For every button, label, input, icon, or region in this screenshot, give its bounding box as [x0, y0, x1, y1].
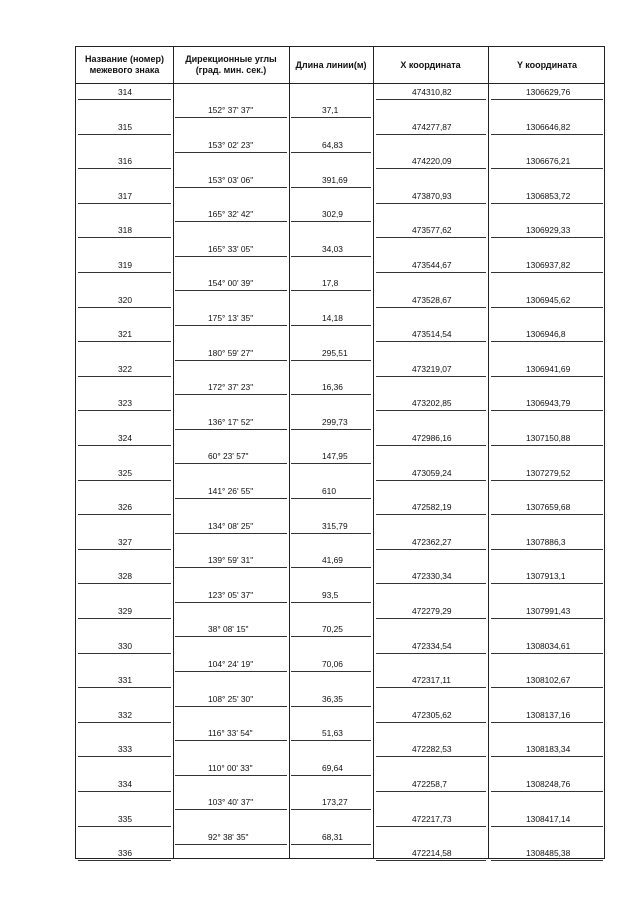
- line-length: 14,18: [322, 312, 343, 323]
- row-underline: [491, 653, 603, 654]
- segment-underline: [175, 533, 287, 534]
- row-underline: [491, 549, 603, 550]
- x-coordinate: 472214,58: [412, 848, 452, 859]
- direction-angle: 92° 38' 35": [208, 831, 249, 842]
- row-underline: [376, 687, 486, 688]
- direction-angle: 136° 17' 52": [208, 416, 254, 427]
- line-length: 302,9: [322, 209, 343, 220]
- point-name: 330: [118, 640, 132, 651]
- y-coordinate: 1308485,38: [526, 848, 571, 859]
- row-underline: [78, 722, 171, 723]
- y-coordinate: 1306937,82: [526, 260, 571, 270]
- line-length: 299,73: [322, 416, 348, 427]
- y-coordinate: 1307659,68: [526, 502, 571, 513]
- line-length: 68,31: [322, 831, 343, 842]
- row-underline: [491, 687, 603, 688]
- row-underline: [491, 237, 603, 238]
- line-length: 37,1: [322, 105, 339, 116]
- y-coordinate: 1306945,62: [526, 294, 571, 305]
- segment-underline: [291, 325, 371, 326]
- segment-underline: [175, 117, 287, 118]
- segment-underline: [175, 256, 287, 257]
- point-name: 331: [118, 675, 132, 686]
- point-name: 323: [118, 398, 132, 409]
- y-coordinate: 1308417,14: [526, 813, 571, 824]
- point-name: 328: [118, 571, 132, 582]
- row-underline: [78, 826, 171, 827]
- direction-angle: 139° 59' 31": [208, 555, 254, 566]
- row-underline: [491, 272, 603, 273]
- row-underline: [376, 445, 486, 446]
- segment-underline: [291, 463, 371, 464]
- row-underline: [376, 410, 486, 411]
- point-name: 332: [118, 709, 132, 720]
- row-underline: [376, 480, 486, 481]
- row-underline: [78, 272, 171, 273]
- header-direction-angle: Дирекционные углы (град. мин. сек.): [185, 54, 277, 75]
- segment-underline: [291, 152, 371, 153]
- segment-underline: [291, 533, 371, 534]
- segment-underline: [291, 221, 371, 222]
- x-coordinate: 472282,53: [412, 744, 452, 755]
- segment-underline: [175, 394, 287, 395]
- segment-underline: [175, 290, 287, 291]
- row-underline: [376, 168, 486, 169]
- point-name: 319: [118, 260, 132, 270]
- x-coordinate: 472217,73: [412, 813, 452, 824]
- row-underline: [78, 549, 171, 550]
- line-length: 610: [322, 485, 336, 496]
- point-name: 322: [118, 363, 132, 374]
- line-length: 173,27: [322, 797, 348, 808]
- segment-underline: [175, 775, 287, 776]
- x-coordinate: 472279,29: [412, 606, 452, 616]
- row-underline: [78, 410, 171, 411]
- row-underline: [78, 480, 171, 481]
- segment-underline: [291, 187, 371, 188]
- row-underline: [376, 99, 486, 100]
- row-underline: [491, 341, 603, 342]
- y-coordinate: 1307886,3: [526, 536, 566, 547]
- row-underline: [376, 514, 486, 515]
- y-coordinate: 1306941,69: [526, 363, 571, 374]
- point-name: 317: [118, 190, 132, 201]
- direction-angle: 141° 26' 55": [208, 485, 254, 496]
- point-name: 314: [118, 87, 132, 97]
- point-name: 316: [118, 156, 132, 167]
- row-underline: [376, 134, 486, 135]
- line-length: 147,95: [322, 451, 348, 462]
- y-coordinate: 1308137,16: [526, 709, 571, 720]
- row-underline: [376, 549, 486, 550]
- line-length: 17,8: [322, 278, 339, 289]
- x-coordinate: 473514,54: [412, 329, 452, 340]
- x-coordinate: 472330,34: [412, 571, 452, 582]
- row-underline: [78, 618, 171, 619]
- row-underline: [491, 99, 603, 100]
- row-underline: [491, 722, 603, 723]
- point-name: 327: [118, 536, 132, 547]
- line-length: 16,36: [322, 382, 343, 393]
- row-underline: [376, 791, 486, 792]
- x-coordinate: 472362,27: [412, 536, 452, 547]
- segment-underline: [175, 498, 287, 499]
- segment-underline: [175, 152, 287, 153]
- row-underline: [491, 203, 603, 204]
- row-underline: [376, 376, 486, 377]
- line-length: 295,51: [322, 347, 348, 358]
- row-underline: [491, 168, 603, 169]
- y-coordinate: 1306676,21: [526, 156, 571, 167]
- y-coordinate: 1306943,79: [526, 398, 571, 409]
- point-name: 321: [118, 329, 132, 340]
- line-length: 93,5: [322, 589, 339, 600]
- row-underline: [376, 272, 486, 273]
- point-name: 335: [118, 813, 132, 824]
- row-underline: [491, 445, 603, 446]
- header-y-coordinate: Y координата: [516, 59, 578, 70]
- row-underline: [491, 410, 603, 411]
- x-coordinate: 474310,82: [412, 87, 452, 97]
- row-underline: [376, 826, 486, 827]
- x-coordinate: 473059,24: [412, 467, 452, 478]
- point-name: 326: [118, 502, 132, 513]
- row-underline: [78, 203, 171, 204]
- x-coordinate: 472986,16: [412, 433, 452, 443]
- segment-underline: [291, 775, 371, 776]
- column-divider: [289, 47, 290, 858]
- row-underline: [78, 134, 171, 135]
- x-coordinate: 473528,67: [412, 294, 452, 305]
- direction-angle: 38° 08' 15": [208, 624, 249, 635]
- row-underline: [376, 722, 486, 723]
- point-name: 333: [118, 744, 132, 755]
- point-name: 320: [118, 294, 132, 305]
- row-underline: [376, 583, 486, 584]
- direction-angle: 175° 13' 35": [208, 312, 254, 323]
- direction-angle: 60° 23' 57": [208, 451, 249, 462]
- coordinates-table: [75, 46, 605, 859]
- row-underline: [376, 237, 486, 238]
- row-underline: [78, 687, 171, 688]
- y-coordinate: 1308183,34: [526, 744, 571, 755]
- column-divider: [173, 47, 174, 858]
- line-length: 36,35: [322, 693, 343, 704]
- x-coordinate: 473870,93: [412, 190, 452, 201]
- row-underline: [376, 203, 486, 204]
- direction-angle: 180° 59' 27": [208, 347, 254, 358]
- line-length: 69,64: [322, 762, 343, 773]
- segment-underline: [175, 325, 287, 326]
- segment-underline: [175, 636, 287, 637]
- y-coordinate: 1307279,52: [526, 467, 571, 478]
- point-name: 324: [118, 433, 132, 443]
- direction-angle: 172° 37' 23": [208, 382, 254, 393]
- line-length: 51,63: [322, 728, 343, 739]
- segment-underline: [291, 636, 371, 637]
- direction-angle: 154° 00' 39": [208, 278, 254, 289]
- row-underline: [491, 480, 603, 481]
- point-name: 329: [118, 606, 132, 616]
- direction-angle: 152° 37' 37": [208, 105, 254, 116]
- row-underline: [78, 791, 171, 792]
- line-length: 70,25: [322, 624, 343, 635]
- segment-underline: [175, 429, 287, 430]
- x-coordinate: 472582,19: [412, 502, 452, 513]
- row-underline: [78, 307, 171, 308]
- direction-angle: 104° 24' 19": [208, 658, 254, 669]
- row-underline: [491, 307, 603, 308]
- row-underline: [376, 307, 486, 308]
- row-underline: [78, 341, 171, 342]
- row-underline: [78, 514, 171, 515]
- row-underline: [491, 514, 603, 515]
- y-coordinate: 1308102,67: [526, 675, 571, 686]
- line-length: 64,83: [322, 139, 343, 150]
- segment-underline: [175, 844, 287, 845]
- y-coordinate: 1306629,76: [526, 87, 571, 97]
- y-coordinate: 1306853,72: [526, 190, 571, 201]
- segment-underline: [175, 221, 287, 222]
- header-x-coordinate: X координата: [400, 59, 461, 70]
- row-underline: [78, 860, 171, 861]
- y-coordinate: 1307913,1: [526, 571, 566, 582]
- segment-underline: [175, 740, 287, 741]
- direction-angle: 108° 25' 30": [208, 693, 254, 704]
- segment-underline: [175, 463, 287, 464]
- direction-angle: 153° 02' 23": [208, 139, 254, 150]
- row-underline: [376, 860, 486, 861]
- row-underline: [376, 341, 486, 342]
- point-name: 334: [118, 779, 132, 789]
- segment-underline: [291, 706, 371, 707]
- segment-underline: [291, 256, 371, 257]
- header-point-name: Название (номер) межевого знака: [85, 54, 164, 75]
- row-underline: [491, 583, 603, 584]
- segment-underline: [175, 602, 287, 603]
- segment-underline: [291, 671, 371, 672]
- point-name: 325: [118, 467, 132, 478]
- x-coordinate: 472305,62: [412, 709, 452, 720]
- segment-underline: [175, 567, 287, 568]
- line-length: 315,79: [322, 520, 348, 531]
- y-coordinate: 1308248,76: [526, 779, 571, 789]
- y-coordinate: 1307991,43: [526, 606, 571, 616]
- point-name: 315: [118, 121, 132, 132]
- row-underline: [491, 756, 603, 757]
- segment-underline: [291, 394, 371, 395]
- point-name: 336: [118, 848, 132, 859]
- row-underline: [491, 376, 603, 377]
- segment-underline: [291, 290, 371, 291]
- x-coordinate: 472317,11: [412, 675, 451, 686]
- x-coordinate: 473219,07: [412, 363, 452, 374]
- row-underline: [78, 653, 171, 654]
- row-underline: [78, 756, 171, 757]
- row-underline: [491, 826, 603, 827]
- segment-underline: [291, 117, 371, 118]
- segment-underline: [291, 740, 371, 741]
- segment-underline: [291, 844, 371, 845]
- segment-underline: [175, 671, 287, 672]
- y-coordinate: 1306946,8: [526, 329, 566, 340]
- row-underline: [78, 583, 171, 584]
- y-coordinate: 1306646,82: [526, 121, 571, 132]
- segment-underline: [291, 498, 371, 499]
- row-underline: [78, 99, 171, 100]
- direction-angle: 165° 33' 05": [208, 243, 254, 254]
- line-length: 34,03: [322, 243, 343, 254]
- x-coordinate: 473577,62: [412, 225, 452, 236]
- row-underline: [376, 618, 486, 619]
- row-underline: [78, 168, 171, 169]
- segment-underline: [291, 602, 371, 603]
- point-name: 318: [118, 225, 132, 236]
- header-line-length: Длина линии(м): [295, 59, 367, 70]
- row-underline: [78, 237, 171, 238]
- row-underline: [78, 445, 171, 446]
- segment-underline: [291, 360, 371, 361]
- line-length: 41,69: [322, 555, 343, 566]
- direction-angle: 165° 32' 42": [208, 209, 254, 220]
- x-coordinate: 473544,67: [412, 260, 452, 270]
- direction-angle: 134° 08' 25": [208, 520, 254, 531]
- x-coordinate: 472334,54: [412, 640, 452, 651]
- x-coordinate: 472258,7: [412, 779, 447, 789]
- row-underline: [376, 653, 486, 654]
- column-divider: [488, 47, 489, 858]
- y-coordinate: 1306929,33: [526, 225, 571, 236]
- segment-underline: [175, 809, 287, 810]
- y-coordinate: 1308034,61: [526, 640, 571, 651]
- segment-underline: [291, 567, 371, 568]
- segment-underline: [175, 360, 287, 361]
- x-coordinate: 474220,09: [412, 156, 452, 167]
- row-underline: [78, 376, 171, 377]
- line-length: 391,69: [322, 174, 348, 185]
- line-length: 70,06: [322, 658, 343, 669]
- direction-angle: 153° 03' 06": [208, 174, 254, 185]
- row-underline: [376, 756, 486, 757]
- x-coordinate: 473202,85: [412, 398, 452, 409]
- y-coordinate: 1307150,88: [526, 433, 571, 443]
- x-coordinate: 474277,87: [412, 121, 452, 132]
- direction-angle: 110° 00' 33": [208, 762, 253, 773]
- direction-angle: 123° 05' 37": [208, 589, 254, 600]
- row-underline: [491, 860, 603, 861]
- direction-angle: 116° 33' 54": [208, 728, 253, 739]
- column-divider: [373, 47, 374, 858]
- segment-underline: [175, 706, 287, 707]
- direction-angle: 103° 40' 37": [208, 797, 254, 808]
- header-divider: [76, 83, 604, 84]
- row-underline: [491, 618, 603, 619]
- row-underline: [491, 134, 603, 135]
- segment-underline: [291, 429, 371, 430]
- segment-underline: [291, 809, 371, 810]
- segment-underline: [175, 187, 287, 188]
- row-underline: [491, 791, 603, 792]
